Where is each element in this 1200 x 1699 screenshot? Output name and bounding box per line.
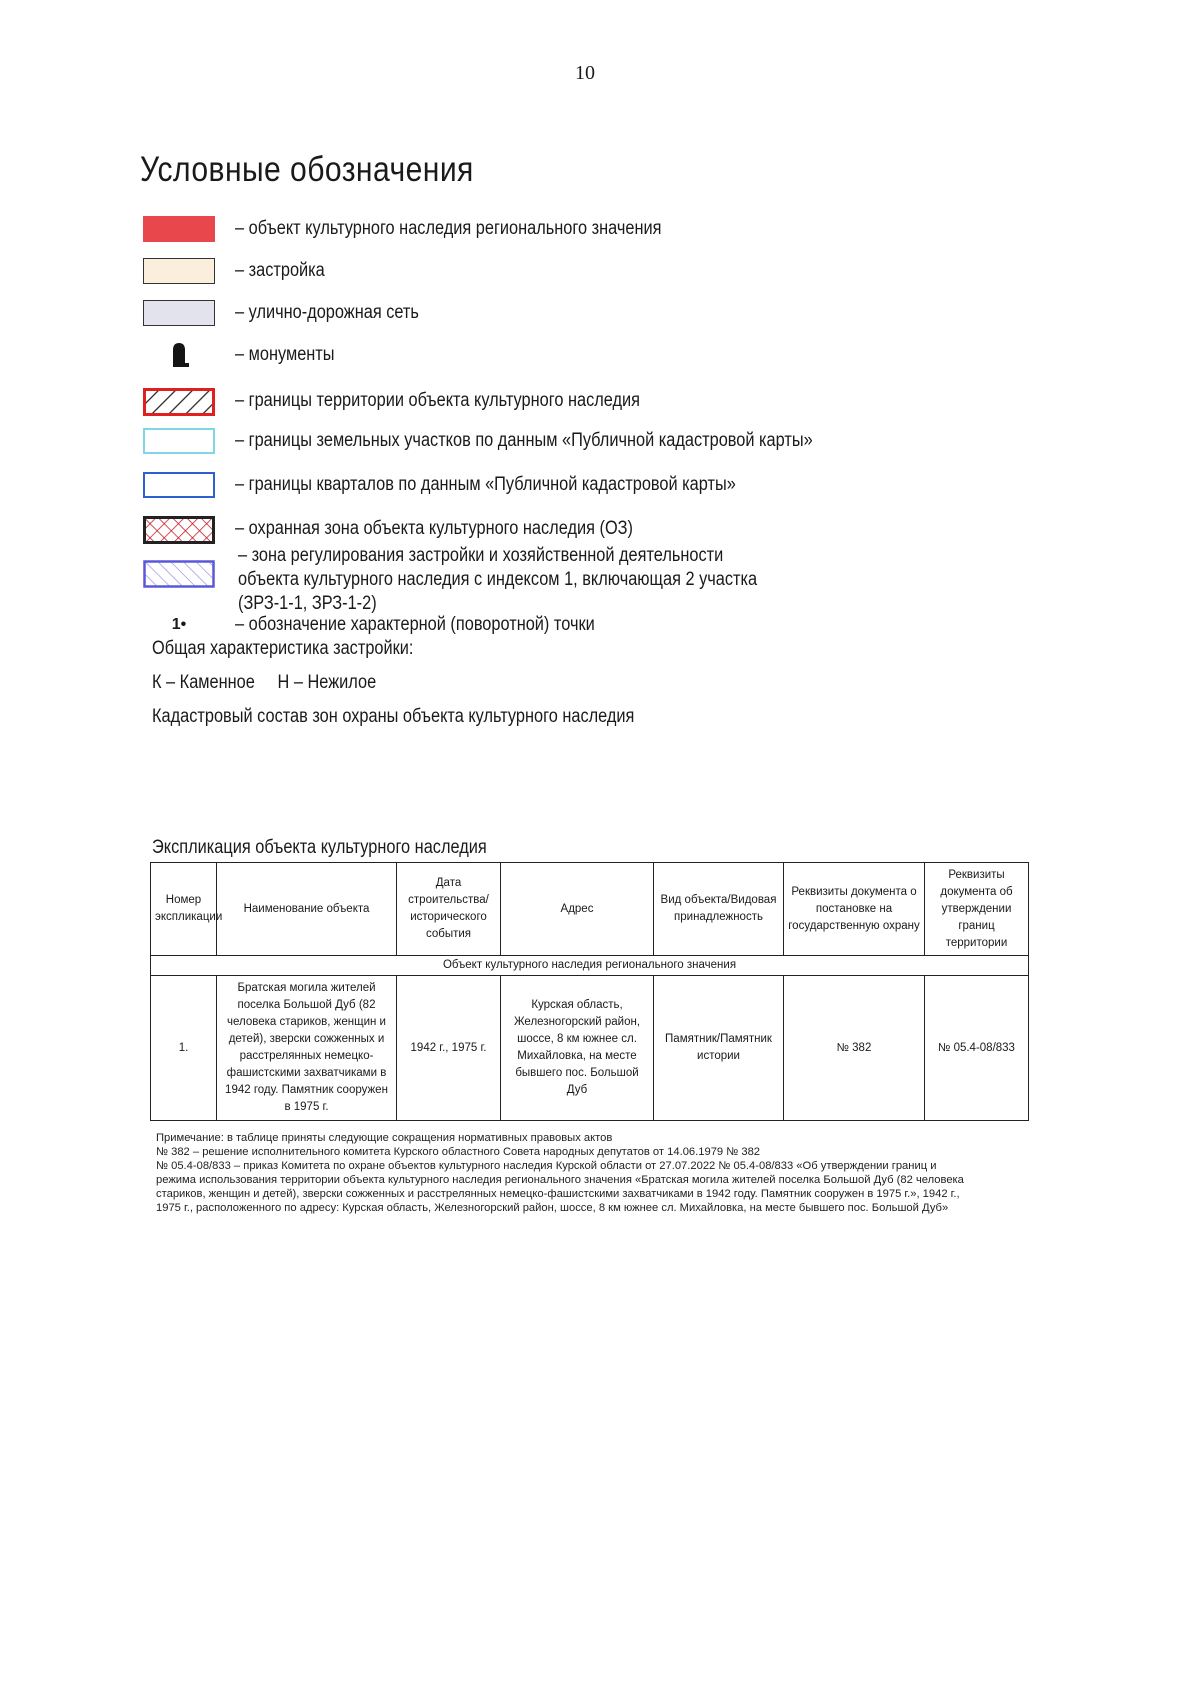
cell-number: 1.	[151, 976, 217, 1121]
header-cell: Наименование объекта	[217, 863, 397, 956]
road-network-swatch	[143, 300, 215, 326]
legend-item-parcel-border	[143, 428, 907, 454]
legend-label-regulation-zone	[238, 544, 757, 616]
header-cell: Реквизиты документа о постановке на государственную охрану	[784, 863, 925, 956]
note-line: Примечание: в таблице приняты следующие сокращения нормативных правовых актов	[156, 1132, 613, 1144]
legend-item-buildings	[143, 258, 339, 284]
legend-label: – объект культурного наследия регионального значения	[235, 218, 662, 239]
legend-item-protection-zone	[143, 516, 698, 542]
table-row	[151, 976, 1029, 1121]
heritage-object-swatch	[143, 216, 215, 242]
header-cell: Адрес	[501, 863, 654, 956]
explication-title: Экспликация объекта культурного наследия	[152, 837, 487, 858]
legend-item-regulation-zone	[143, 560, 215, 586]
page-number: 10	[575, 62, 595, 84]
regulation-zone-swatch	[143, 560, 215, 586]
legend-label: – обозначение характерной (поворотной) точки	[235, 614, 595, 635]
header-cell: Номер экспликации	[151, 863, 217, 956]
cell-date: 1942 г., 1975 г.	[397, 976, 501, 1121]
monument-icon	[143, 342, 215, 368]
cell-object-type: Памятник/Памятник истории	[654, 976, 784, 1121]
table-header-row	[151, 863, 1029, 956]
legend-label: – границы кварталов по данным «Публичной кадастровой карты»	[235, 474, 736, 495]
cell-protection-doc: № 382	[784, 976, 925, 1121]
explication-table	[150, 862, 1029, 1121]
protection-zone-swatch	[143, 516, 215, 542]
block-border-swatch	[143, 472, 215, 498]
header-cell: Реквизиты документа об утверждении границ территории	[925, 863, 1029, 956]
section-cell: Объект культурного наследия регионального значения	[151, 956, 1029, 976]
legend-item-heritage-object	[143, 216, 731, 242]
building-char-codes: К – Каменное Н – Нежилое	[152, 672, 377, 693]
legend-label-line: (ЗРЗ-1-1, ЗРЗ-1-2)	[238, 593, 377, 614]
section-row	[151, 956, 1029, 976]
cell-address: Курская область, Железногорский район, шоссе, 8 км южнее сл. Михайловка, на месте бывшего пос. Большой Дуб	[501, 976, 654, 1121]
notes	[156, 1131, 1036, 1215]
legend-item-road-network	[143, 300, 449, 326]
turning-point-marker: 1•	[171, 616, 187, 633]
buildings-swatch	[143, 258, 215, 284]
territory-border-swatch	[143, 388, 215, 414]
cell-boundary-doc: № 05.4-08/833	[925, 976, 1029, 1121]
legend-label: – монументы	[235, 344, 335, 365]
legend-label: – границы земельных участков по данным «Публичной кадастровой карты»	[235, 430, 813, 451]
parcel-border-swatch	[143, 428, 215, 454]
legend-label: – застройка	[235, 260, 325, 281]
building-char-heading: Общая характеристика застройки:	[152, 638, 414, 659]
note-line: № 382 – решение исполнительного комитета Курского областного Совета народных депутатов от 14.06.1979 № 382	[156, 1146, 761, 1158]
cadastral-heading: Кадастровый состав зон охраны объекта культурного наследия	[152, 706, 635, 727]
note-line: 1975 г., расположенного по адресу: Курская область, Железногорский район, шоссе, 8 км южнее сл. Михайловка, на месте бывшего пос. Большой Дуб»	[156, 1202, 949, 1214]
legend-label-line: объекта культурного наследия с индексом 1, включающая 2 участка	[238, 569, 758, 590]
legend-item-monuments	[143, 342, 351, 368]
legend-label-line: – зона регулирования застройки и хозяйственной деятельности	[238, 545, 724, 566]
legend-item-turning-point	[143, 612, 653, 638]
legend-title: Условные обозначения	[140, 150, 474, 189]
legend-item-territory-border	[143, 388, 706, 414]
legend-label: – улично-дорожная сеть	[235, 302, 419, 323]
note-line: режима использования территории объекта культурного наследия регионального значения «Братская могила жителей поселка Большой Дуб (82 человека	[156, 1174, 964, 1186]
legend-item-block-border	[143, 472, 817, 498]
legend-label: – охранная зона объекта культурного наследия (ОЗ)	[235, 518, 633, 539]
header-cell: Вид объекта/Видовая принадлежность	[654, 863, 784, 956]
legend-label: – границы территории объекта культурного наследия	[235, 390, 641, 411]
note-line: стариков, женщин и детей), зверски сожженных и расстрелянных немецко-фашистскими захватчиками в 1942 году. Памятник сооружен в 1975 г.», 1942 г.,	[156, 1188, 960, 1200]
header-cell: Дата строительства/ исторического события	[397, 863, 501, 956]
note-line: № 05.4-08/833 – приказ Комитета по охране объектов культурного наследия Курской области от 27.07.2022 № 05.4-08/833 «Об утверждении границ и	[156, 1160, 937, 1172]
cell-object-name: Братская могила жителей поселка Большой Дуб (82 человека стариков, женщин и детей), зверски сожженных и расстрелянных немецко-фашистскими захватчиками в 1942 году. Памятник сооружен в 1975 г.	[217, 976, 397, 1121]
